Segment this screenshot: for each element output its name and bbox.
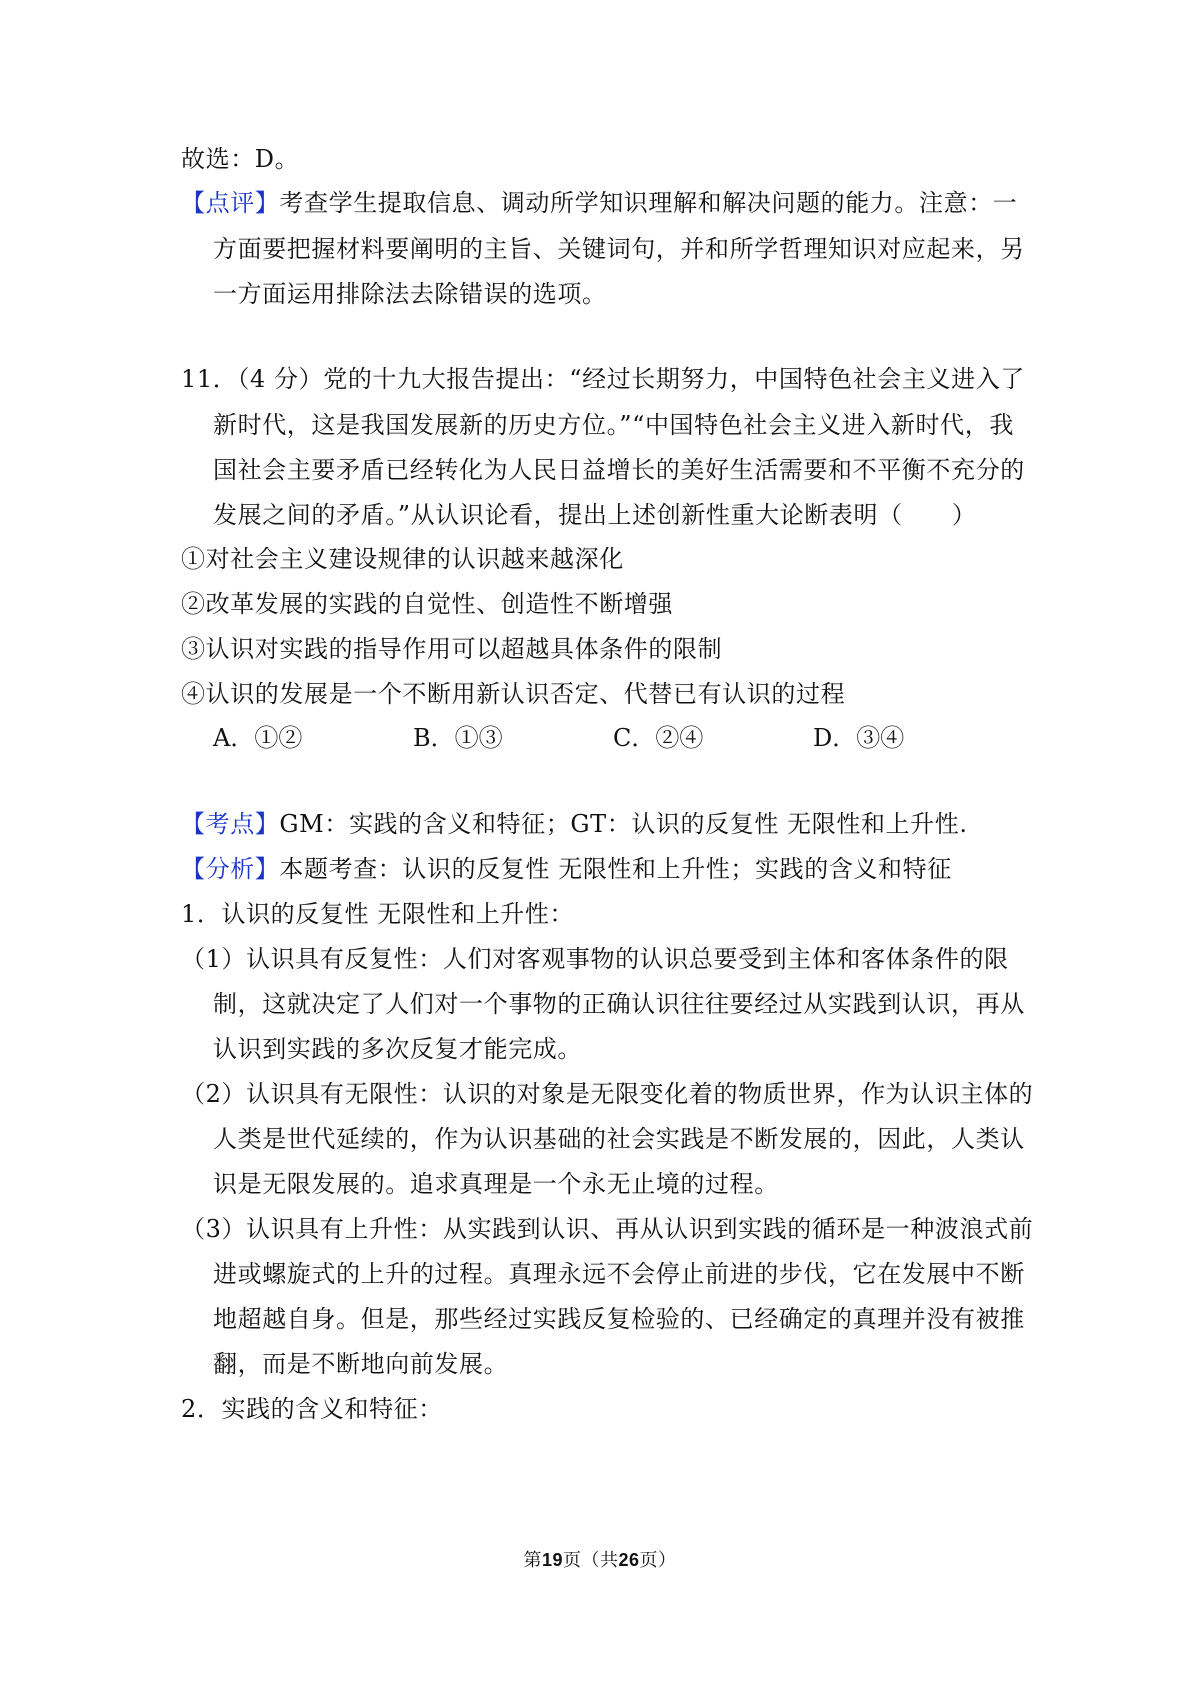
option-b-text: ①③	[454, 724, 503, 752]
question-number: 11．	[181, 365, 238, 393]
kaodian-text: GM：实践的含义和特征；GT：认识的反复性 无限性和上升性.	[279, 810, 968, 838]
comment-tag: 【点评】	[181, 189, 280, 217]
statement-3: ③认识对实践的指导作用可以超越具体条件的限制	[181, 635, 723, 663]
footer-middle: 页（共	[563, 1550, 619, 1571]
option-c-text: ②④	[655, 724, 704, 752]
sub-point-1-line-3: 认识到实践的多次反复才能完成。	[213, 1035, 582, 1063]
comment-text: 考查学生提取信息、调动所学知识理解和解决问题的能力。注意：一	[279, 189, 1018, 217]
comment-line-3: 一方面运用排除法去除错误的选项。	[213, 280, 607, 308]
statement-4: ④认识的发展是一个不断用新认识否定、代替已有认识的过程	[181, 680, 846, 708]
comment-line-1	[181, 186, 1017, 220]
point-1-heading: 1．认识的反复性 无限性和上升性：	[181, 900, 575, 928]
kaodian-line	[181, 807, 968, 841]
option-a	[213, 721, 302, 755]
page-footer	[0, 1547, 1200, 1574]
sub-point-3-line-1: （3）认识具有上升性：从实践到认识、再从认识到实践的循环是一种波浪式前	[181, 1215, 1034, 1243]
sub-point-3-line-2: 进或螺旋式的上升的过程。真理永远不会停止前进的步伐，它在发展中不断	[213, 1260, 1025, 1288]
sub-point-3-line-4: 翻，而是不断地向前发展。	[213, 1350, 509, 1378]
fenxi-tag: 【分析】	[181, 855, 280, 883]
sub-point-2-line-2: 人类是世代延续的，作为认识基础的社会实践是不断发展的，因此，人类认	[213, 1125, 1025, 1153]
sub-point-2-line-3: 识是无限发展的。追求真理是一个永无止境的过程。	[213, 1170, 779, 1198]
footer-suffix: 页）	[639, 1550, 677, 1571]
answer-conclusion: 故选：D。	[181, 145, 300, 173]
fenxi-line	[181, 852, 952, 886]
comment-line-2: 方面要把握材料要阐明的主旨、关键词句，并和所学哲理知识对应起来，另	[213, 235, 1025, 263]
option-d-letter: D．	[813, 724, 857, 752]
footer-prefix: 第	[523, 1550, 542, 1571]
fenxi-text: 本题考查：认识的反复性 无限性和上升性；实践的含义和特征	[279, 855, 952, 883]
option-d	[813, 721, 904, 755]
option-a-text: ①②	[254, 724, 303, 752]
sub-point-1-line-2: 制，这就决定了人们对一个事物的正确认识往往要经过从实践到认识，再从	[213, 990, 1025, 1018]
question-stem-line-4: 发展之间的矛盾。”从认识论看，提出上述创新性重大论断表明（ ）	[213, 501, 977, 529]
option-b-letter: B．	[413, 724, 455, 752]
footer-page-number: 19	[541, 1550, 563, 1570]
question-stem-text: （4 分）党的十九大报告提出：“经过长期努力，中国特色社会主义进入了	[237, 365, 1025, 393]
statement-1: ①对社会主义建设规律的认识越来越深化	[181, 545, 624, 573]
sub-point-2-line-1: （2）认识具有无限性：认识的对象是无限变化着的物质世界，作为认识主体的	[181, 1080, 1034, 1108]
option-d-text: ③④	[856, 724, 905, 752]
point-2-heading: 2．实践的含义和特征：	[181, 1395, 443, 1423]
kaodian-tag: 【考点】	[181, 810, 280, 838]
question-stem-line-3: 国社会主要矛盾已经转化为人民日益增长的美好生活需要和不平衡不充分的	[213, 456, 1025, 484]
option-a-letter: A．	[213, 724, 255, 752]
sub-point-1-line-1: （1）认识具有反复性：人们对客观事物的认识总要受到主体和客体条件的限	[181, 945, 1009, 973]
option-c	[613, 721, 703, 755]
question-stem-line-2: 新时代，这是我国发展新的历史方位。”“中国特色社会主义进入新时代，我	[213, 411, 1014, 439]
option-b	[413, 721, 503, 755]
sub-point-3-line-3: 地超越自身。但是，那些经过实践反复检验的、已经确定的真理并没有被推	[213, 1305, 1025, 1333]
question-stem-line-1	[181, 362, 1025, 396]
option-c-letter: C．	[613, 724, 656, 752]
statement-2: ②改革发展的实践的自觉性、创造性不断增强	[181, 590, 673, 618]
footer-total-pages: 26	[618, 1550, 640, 1570]
